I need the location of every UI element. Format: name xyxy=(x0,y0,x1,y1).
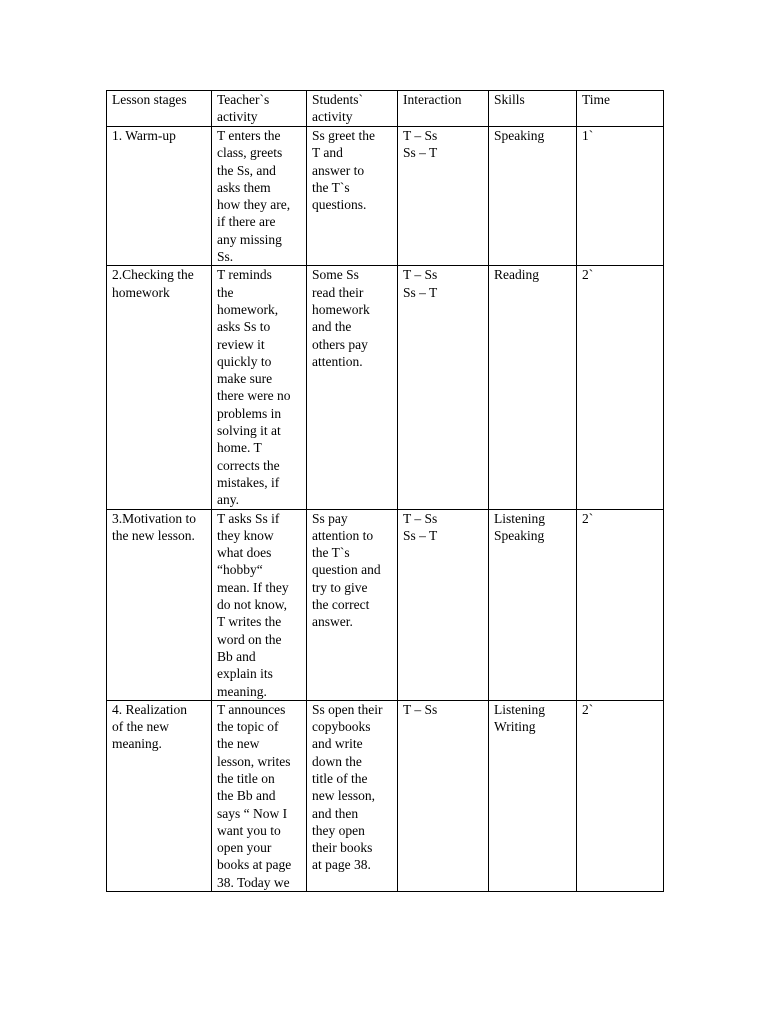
cell-students-activity: Some Ss read their homework and the others pay attention. xyxy=(307,266,398,509)
cell-time: 1` xyxy=(577,127,664,266)
cell-stage: 2.Checking the homework xyxy=(107,266,212,509)
cell-stage: 3.Motivation to the new lesson. xyxy=(107,509,212,700)
header-interaction: Interaction xyxy=(398,91,489,127)
cell-teacher-activity: T asks Ss if they know what does “hobby“ mean. If they do not know, T writes the word on the Bb and explain its meaning. xyxy=(212,509,307,700)
cell-skills: Listening Writing xyxy=(489,700,577,891)
cell-skills: Reading xyxy=(489,266,577,509)
cell-interaction: T – Ss Ss – T xyxy=(398,509,489,700)
cell-interaction: T – Ss xyxy=(398,700,489,891)
header-skills: Skills xyxy=(489,91,577,127)
cell-time: 2` xyxy=(577,266,664,509)
header-students-activity: Students` activity xyxy=(307,91,398,127)
cell-teacher-activity: T announces the topic of the new lesson, writes the title on the Bb and says “ Now I want you to open your books at page 38. Today we xyxy=(212,700,307,891)
table-row xyxy=(107,700,664,891)
cell-time: 2` xyxy=(577,509,664,700)
table-header-row xyxy=(107,91,664,127)
lesson-plan-table xyxy=(106,90,664,892)
cell-students-activity: Ss pay attention to the T`s question and try to give the correct answer. xyxy=(307,509,398,700)
cell-students-activity: Ss open their copybooks and write down the title of the new lesson, and then they open their books at page 38. xyxy=(307,700,398,891)
cell-interaction: T – Ss Ss – T xyxy=(398,266,489,509)
table-row xyxy=(107,266,664,509)
cell-stage: 4. Realization of the new meaning. xyxy=(107,700,212,891)
cell-skills: Listening Speaking xyxy=(489,509,577,700)
cell-interaction: T – Ss Ss – T xyxy=(398,127,489,266)
cell-teacher-activity: T enters the class, greets the Ss, and asks them how they are, if there are any missing Ss. xyxy=(212,127,307,266)
cell-skills: Speaking xyxy=(489,127,577,266)
table-row xyxy=(107,127,664,266)
header-lesson-stages: Lesson stages xyxy=(107,91,212,127)
cell-students-activity: Ss greet the T and answer to the T`s questions. xyxy=(307,127,398,266)
table-row xyxy=(107,509,664,700)
cell-stage: 1. Warm-up xyxy=(107,127,212,266)
header-teachers-activity: Teacher`s activity xyxy=(212,91,307,127)
header-time: Time xyxy=(577,91,664,127)
cell-time: 2` xyxy=(577,700,664,891)
cell-teacher-activity: T reminds the homework, asks Ss to review it quickly to make sure there were no problems in solving it at home. T corrects the mistakes, if any. xyxy=(212,266,307,509)
